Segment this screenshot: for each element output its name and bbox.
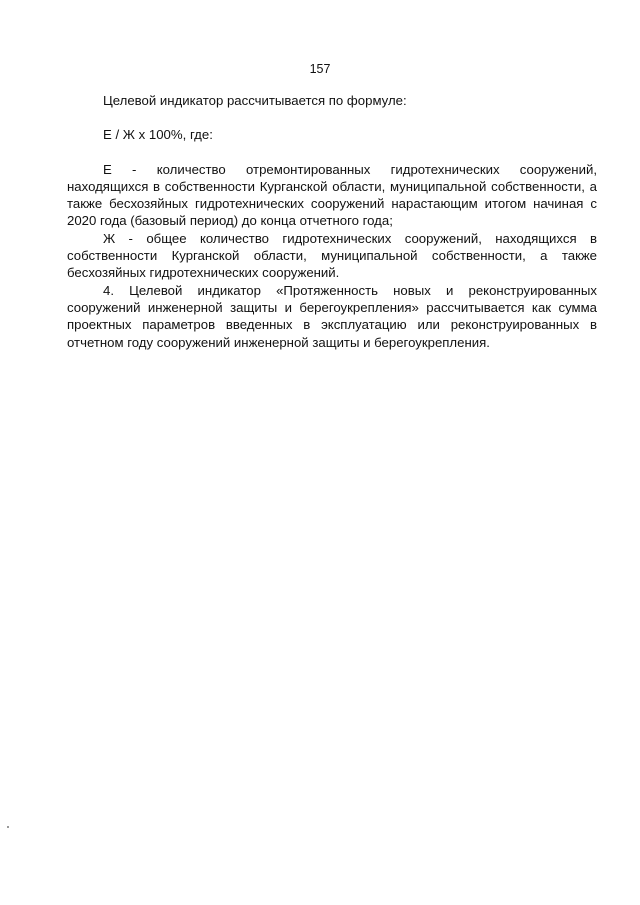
document-body bbox=[67, 92, 597, 351]
scan-speck bbox=[7, 826, 9, 828]
formula-paragraph: Е / Ж х 100%, где: bbox=[103, 127, 213, 143]
indicator-4-paragraph: 4. Целевой индикатор «Протяженность новых и реконструированных сооружений инженерной защиты и берегоукрепления» рассчитывается как сумма проектных параметров введенных в эксплуатацию или реконструированных в отчетном году сооружений инженерной защиты и берегоукрепления. bbox=[67, 282, 597, 350]
definition-e-paragraph: Е - количество отремонтированных гидротехнических сооружений, находящихся в собственности Курганской области, муниципальной собственности, а также бесхозяйных гидротехнических сооружений нарастающим итогом начиная с 2020 года (базовый период) до конца отчетного года; bbox=[67, 161, 597, 229]
formula-intro-paragraph: Целевой индикатор рассчитывается по формуле: bbox=[103, 93, 407, 108]
definition-zh-paragraph: Ж - общее количество гидротехнических сооружений, находящихся в собственности Курганской области, муниципальной собственности, а также бесхозяйных гидротехнических сооружений. bbox=[67, 230, 597, 281]
page-number: 157 bbox=[309, 62, 331, 76]
